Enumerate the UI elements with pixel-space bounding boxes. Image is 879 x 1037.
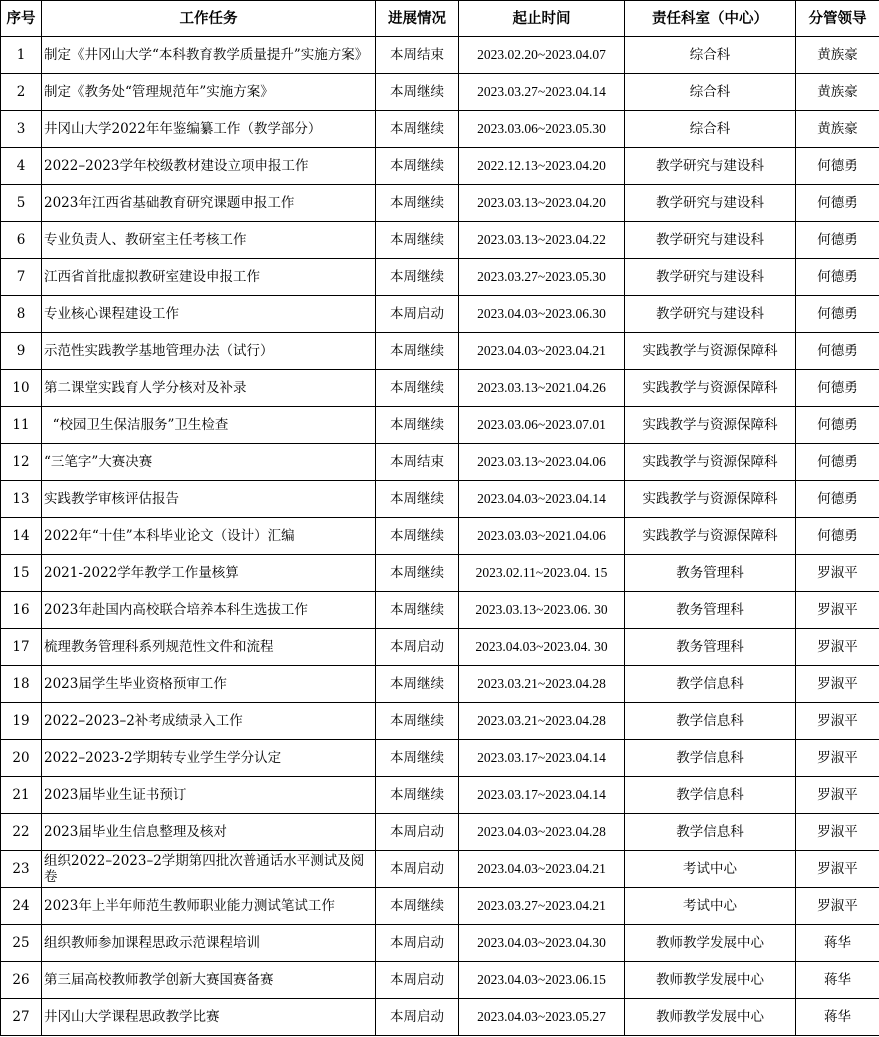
- cell-period: 2023.03.27~2023.04.21: [459, 888, 625, 925]
- cell-no: 6: [1, 222, 42, 259]
- cell-task: “校园卫生保洁服务”卫生检查: [42, 407, 376, 444]
- cell-dept: 教学研究与建设科: [625, 259, 796, 296]
- table-row: [1, 999, 879, 1036]
- cell-task: 2023年赴国内高校联合培养本科生选拔工作: [42, 592, 376, 629]
- cell-task: 2021-2022学年教学工作量核算: [42, 555, 376, 592]
- cell-leader: 黄族豪: [796, 111, 879, 148]
- cell-no: 24: [1, 888, 42, 925]
- cell-dept: 实践教学与资源保障科: [625, 407, 796, 444]
- cell-dept: 实践教学与资源保障科: [625, 518, 796, 555]
- cell-period: 2023.03.06~2023.07.01: [459, 407, 625, 444]
- cell-no: 12: [1, 444, 42, 481]
- cell-dept: 教学研究与建设科: [625, 185, 796, 222]
- cell-leader: 何德勇: [796, 481, 879, 518]
- cell-dept: 教师教学发展中心: [625, 999, 796, 1036]
- cell-task: 井冈山大学2022年年鉴编纂工作（教学部分）: [42, 111, 376, 148]
- cell-period: 2023.04.03~2023.04.21: [459, 333, 625, 370]
- header-no: 序号: [1, 1, 42, 37]
- cell-dept: 综合科: [625, 37, 796, 74]
- cell-period: 2023.03.13~2021.04.26: [459, 370, 625, 407]
- cell-leader: 何德勇: [796, 259, 879, 296]
- cell-no: 14: [1, 518, 42, 555]
- cell-dept: 教师教学发展中心: [625, 925, 796, 962]
- cell-no: 26: [1, 962, 42, 999]
- cell-task: 2023年江西省基础教育研究课题申报工作: [42, 185, 376, 222]
- cell-leader: 罗淑平: [796, 629, 879, 666]
- cell-period: 2023.03.13~2023.04.20: [459, 185, 625, 222]
- cell-dept: 教学研究与建设科: [625, 296, 796, 333]
- cell-progress: 本周结束: [376, 444, 459, 481]
- cell-task: 2023届毕业生信息整理及核对: [42, 814, 376, 851]
- cell-period: 2023.03.27~2023.04.14: [459, 74, 625, 111]
- cell-task: 梳理教务管理科系列规范性文件和流程: [42, 629, 376, 666]
- cell-leader: 黄族豪: [796, 74, 879, 111]
- table-row: [1, 370, 879, 407]
- cell-no: 3: [1, 111, 42, 148]
- cell-progress: 本周继续: [376, 888, 459, 925]
- table-row: [1, 740, 879, 777]
- cell-progress: 本周继续: [376, 185, 459, 222]
- cell-no: 4: [1, 148, 42, 185]
- table-row: [1, 333, 879, 370]
- cell-dept: 教务管理科: [625, 592, 796, 629]
- cell-leader: 何德勇: [796, 518, 879, 555]
- cell-dept: 综合科: [625, 74, 796, 111]
- cell-leader: 罗淑平: [796, 851, 879, 888]
- cell-progress: 本周继续: [376, 74, 459, 111]
- cell-progress: 本周结束: [376, 37, 459, 74]
- table-row: [1, 629, 879, 666]
- table-row: [1, 925, 879, 962]
- cell-task: 井冈山大学课程思政教学比赛: [42, 999, 376, 1036]
- cell-period: 2023.04.03~2023.04.14: [459, 481, 625, 518]
- cell-no: 17: [1, 629, 42, 666]
- cell-no: 2: [1, 74, 42, 111]
- cell-leader: 罗淑平: [796, 777, 879, 814]
- cell-no: 19: [1, 703, 42, 740]
- table-row: [1, 111, 879, 148]
- cell-period: 2023.04.03~2023.06.15: [459, 962, 625, 999]
- cell-progress: 本周继续: [376, 148, 459, 185]
- table-row: [1, 74, 879, 111]
- cell-no: 25: [1, 925, 42, 962]
- table-row: [1, 444, 879, 481]
- cell-dept: 教学研究与建设科: [625, 222, 796, 259]
- table-row: [1, 518, 879, 555]
- cell-leader: 黄族豪: [796, 37, 879, 74]
- table-row: [1, 555, 879, 592]
- header-dept: 责任科室（中心）: [625, 1, 796, 37]
- cell-period: 2023.03.27~2023.05.30: [459, 259, 625, 296]
- cell-progress: 本周继续: [376, 518, 459, 555]
- cell-task: 实践教学审核评估报告: [42, 481, 376, 518]
- table-row: [1, 481, 879, 518]
- table-row: [1, 777, 879, 814]
- cell-dept: 教学信息科: [625, 777, 796, 814]
- cell-dept: 考试中心: [625, 851, 796, 888]
- table-row: [1, 814, 879, 851]
- cell-task: 专业核心课程建设工作: [42, 296, 376, 333]
- cell-dept: 实践教学与资源保障科: [625, 481, 796, 518]
- cell-leader: 何德勇: [796, 222, 879, 259]
- cell-task: “三笔字”大赛决赛: [42, 444, 376, 481]
- cell-progress: 本周继续: [376, 703, 459, 740]
- cell-no: 11: [1, 407, 42, 444]
- cell-period: 2023.02.20~2023.04.07: [459, 37, 625, 74]
- cell-leader: 罗淑平: [796, 888, 879, 925]
- cell-task: 2022年“十佳”本科毕业论文（设计）汇编: [42, 518, 376, 555]
- cell-period: 2023.03.03~2021.04.06: [459, 518, 625, 555]
- cell-progress: 本周启动: [376, 814, 459, 851]
- cell-progress: 本周启动: [376, 999, 459, 1036]
- cell-leader: 蒋华: [796, 925, 879, 962]
- cell-leader: 罗淑平: [796, 592, 879, 629]
- cell-leader: 何德勇: [796, 333, 879, 370]
- cell-no: 1: [1, 37, 42, 74]
- cell-progress: 本周启动: [376, 962, 459, 999]
- cell-no: 21: [1, 777, 42, 814]
- cell-dept: 教务管理科: [625, 555, 796, 592]
- cell-leader: 何德勇: [796, 296, 879, 333]
- header-period: 起止时间: [459, 1, 625, 37]
- cell-dept: 教学信息科: [625, 814, 796, 851]
- cell-no: 22: [1, 814, 42, 851]
- table-row: [1, 851, 879, 888]
- cell-progress: 本周继续: [376, 222, 459, 259]
- cell-period: 2023.03.13~2023.06. 30: [459, 592, 625, 629]
- table-row: [1, 37, 879, 74]
- cell-progress: 本周启动: [376, 851, 459, 888]
- table-body: [1, 37, 879, 1036]
- cell-period: 2023.03.17~2023.04.14: [459, 777, 625, 814]
- cell-progress: 本周继续: [376, 555, 459, 592]
- cell-task: 制定《教务处“管理规范年”实施方案》: [42, 74, 376, 111]
- cell-dept: 教学信息科: [625, 740, 796, 777]
- cell-task: 第三届高校教师教学创新大赛国赛备赛: [42, 962, 376, 999]
- table-row: [1, 962, 879, 999]
- cell-no: 18: [1, 666, 42, 703]
- cell-task: 2023届学生毕业资格预审工作: [42, 666, 376, 703]
- cell-task: 2022–2023-2学期转专业学生学分认定: [42, 740, 376, 777]
- table-row: [1, 592, 879, 629]
- cell-task: 2022–2023–2补考成绩录入工作: [42, 703, 376, 740]
- cell-dept: 实践教学与资源保障科: [625, 370, 796, 407]
- table-row: [1, 666, 879, 703]
- cell-leader: 何德勇: [796, 148, 879, 185]
- cell-no: 8: [1, 296, 42, 333]
- cell-dept: 综合科: [625, 111, 796, 148]
- cell-leader: 何德勇: [796, 444, 879, 481]
- cell-leader: 何德勇: [796, 370, 879, 407]
- table-row: [1, 148, 879, 185]
- cell-progress: 本周继续: [376, 666, 459, 703]
- cell-no: 5: [1, 185, 42, 222]
- cell-dept: 教师教学发展中心: [625, 962, 796, 999]
- cell-progress: 本周启动: [376, 925, 459, 962]
- cell-progress: 本周启动: [376, 629, 459, 666]
- cell-dept: 教务管理科: [625, 629, 796, 666]
- cell-progress: 本周继续: [376, 259, 459, 296]
- cell-progress: 本周继续: [376, 370, 459, 407]
- cell-task: 示范性实践教学基地管理办法（试行）: [42, 333, 376, 370]
- cell-no: 10: [1, 370, 42, 407]
- cell-period: 2023.03.13~2023.04.06: [459, 444, 625, 481]
- cell-task: 江西省首批虚拟教研室建设申报工作: [42, 259, 376, 296]
- cell-period: 2023.02.11~2023.04. 15: [459, 555, 625, 592]
- cell-progress: 本周继续: [376, 740, 459, 777]
- table-row: [1, 888, 879, 925]
- cell-dept: 实践教学与资源保障科: [625, 333, 796, 370]
- cell-leader: 何德勇: [796, 185, 879, 222]
- cell-no: 20: [1, 740, 42, 777]
- cell-period: 2023.03.21~2023.04.28: [459, 666, 625, 703]
- cell-task: 专业负责人、教研室主任考核工作: [42, 222, 376, 259]
- cell-period: 2023.04.03~2023.06.30: [459, 296, 625, 333]
- cell-task: 制定《井冈山大学“本科教育教学质量提升”实施方案》: [42, 37, 376, 74]
- cell-leader: 罗淑平: [796, 740, 879, 777]
- cell-task: 2022–2023学年校级教材建设立项申报工作: [42, 148, 376, 185]
- cell-no: 16: [1, 592, 42, 629]
- header-leader: 分管领导: [796, 1, 879, 37]
- table-row: [1, 259, 879, 296]
- cell-period: 2023.04.03~2023.04.21: [459, 851, 625, 888]
- cell-progress: 本周继续: [376, 407, 459, 444]
- header-row: [1, 1, 879, 37]
- cell-period: 2023.03.17~2023.04.14: [459, 740, 625, 777]
- cell-dept: 教学信息科: [625, 703, 796, 740]
- cell-progress: 本周继续: [376, 592, 459, 629]
- table-row: [1, 185, 879, 222]
- cell-no: 23: [1, 851, 42, 888]
- cell-progress: 本周继续: [376, 777, 459, 814]
- cell-dept: 教学研究与建设科: [625, 148, 796, 185]
- cell-dept: 考试中心: [625, 888, 796, 925]
- cell-period: 2023.03.06~2023.05.30: [459, 111, 625, 148]
- header-progress: 进展情况: [376, 1, 459, 37]
- cell-progress: 本周继续: [376, 111, 459, 148]
- cell-leader: 罗淑平: [796, 814, 879, 851]
- cell-progress: 本周继续: [376, 481, 459, 518]
- cell-period: 2023.04.03~2023.05.27: [459, 999, 625, 1036]
- cell-dept: 实践教学与资源保障科: [625, 444, 796, 481]
- cell-task: 2023届毕业生证书预订: [42, 777, 376, 814]
- cell-leader: 蒋华: [796, 962, 879, 999]
- cell-period: 2022.12.13~2023.04.20: [459, 148, 625, 185]
- cell-no: 7: [1, 259, 42, 296]
- cell-task: 组织2022–2023–2学期第四批次普通话水平测试及阅卷: [42, 851, 376, 888]
- table-row: [1, 407, 879, 444]
- cell-no: 15: [1, 555, 42, 592]
- cell-period: 2023.04.03~2023.04.28: [459, 814, 625, 851]
- cell-dept: 教学信息科: [625, 666, 796, 703]
- table-row: [1, 222, 879, 259]
- cell-leader: 罗淑平: [796, 703, 879, 740]
- cell-no: 27: [1, 999, 42, 1036]
- cell-period: 2023.03.21~2023.04.28: [459, 703, 625, 740]
- cell-leader: 蒋华: [796, 999, 879, 1036]
- cell-period: 2023.03.13~2023.04.22: [459, 222, 625, 259]
- cell-leader: 何德勇: [796, 407, 879, 444]
- cell-no: 13: [1, 481, 42, 518]
- cell-leader: 罗淑平: [796, 555, 879, 592]
- cell-progress: 本周继续: [376, 333, 459, 370]
- cell-leader: 罗淑平: [796, 666, 879, 703]
- cell-task: 2023年上半年师范生教师职业能力测试笔试工作: [42, 888, 376, 925]
- cell-progress: 本周启动: [376, 296, 459, 333]
- cell-no: 9: [1, 333, 42, 370]
- header-task: 工作任务: [42, 1, 376, 37]
- table-row: [1, 703, 879, 740]
- table-row: [1, 296, 879, 333]
- cell-period: 2023.04.03~2023.04. 30: [459, 629, 625, 666]
- cell-period: 2023.04.03~2023.04.30: [459, 925, 625, 962]
- cell-task: 组织教师参加课程思政示范课程培训: [42, 925, 376, 962]
- cell-task: 第二课堂实践育人学分核对及补录: [42, 370, 376, 407]
